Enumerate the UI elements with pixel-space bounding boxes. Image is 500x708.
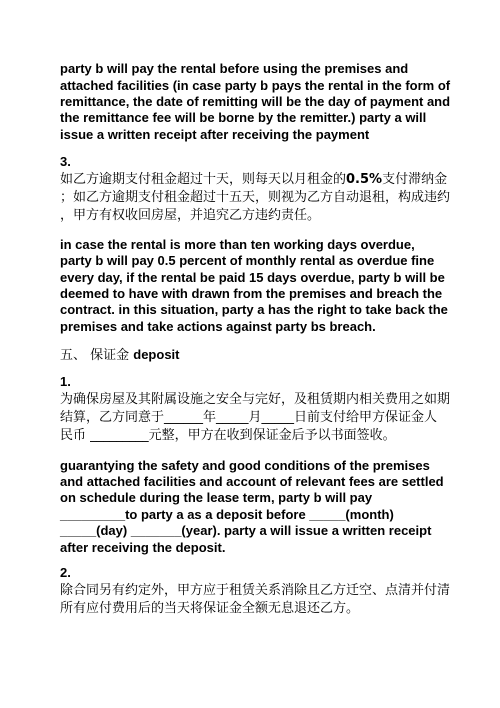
- text-span: 如乙方逾期支付租金超过十天，则每天以月租金的: [60, 172, 347, 187]
- text-line: ；如乙方逾期支付租金超过十五天，则视为乙方自动退租，构成违约: [60, 190, 451, 205]
- text-line: in case the rental is more than ten working days overdue,: [60, 237, 415, 252]
- text-line: issue a written receipt after receiving the payment: [60, 127, 370, 142]
- text-span: 0.5%: [346, 172, 383, 187]
- text-line: premises and take actions against party bs breach.: [60, 319, 376, 334]
- text-line: after receiving the deposit.: [60, 540, 226, 555]
- section-heading-en: deposit: [133, 347, 180, 362]
- text-line: deemed to have with drawn from the premises and breach the: [60, 286, 443, 301]
- text-line: on schedule during the lease term, party b will pay: [60, 490, 373, 505]
- text-line: 为确保房屋及其附属设施之安全与完好，及租赁期内相关费用之如期: [60, 392, 451, 407]
- text-line: _____(day) _______(year). party a will issue a written receipt: [60, 523, 432, 538]
- text-line: guarantying the safety and good conditions of the premises: [60, 458, 430, 473]
- text-line: the remittance fee will be borne by the remitter.) party a will: [60, 110, 427, 125]
- text-line: every day, if the rental be paid 15 days overdue, party b will be: [60, 270, 445, 285]
- section-heading: [60, 347, 180, 364]
- text-line: 结算，乙方同意于______年_____月_____日前支付给甲方保证金人: [60, 410, 438, 425]
- text-line: remittance, the date of remitting will be the day of payment and: [60, 94, 451, 109]
- text-line: party b will pay the rental before using the premises and: [60, 61, 409, 76]
- text-line: 除合同另有约定外，甲方应于租赁关系消除且乙方迁空、点清并付清: [60, 583, 451, 598]
- text-line: 所有应付费用后的当天将保证金全额无息退还乙方。: [60, 601, 360, 616]
- text-line: and attached facilities and account of relevant fees are settled: [60, 474, 444, 489]
- text-line: _________to party a as a deposit before _____(month): [60, 507, 394, 522]
- text-line: party b will pay 0.5 percent of monthly rental as overdue fine: [60, 253, 435, 268]
- text-line: contract. in this situation, party a has the right to take back the: [60, 302, 448, 317]
- text-line: ，甲方有权收回房屋，并追究乙方违约责任。: [60, 208, 321, 223]
- text-line: [60, 172, 447, 188]
- item-number: 1.: [60, 374, 71, 389]
- text-line: attached facilities (in case party b pays the rental in the form of: [60, 78, 451, 93]
- text-line: 民币 _________元整，甲方在收到保证金后予以书面签收。: [60, 428, 396, 443]
- section-heading-zh: 五、 保证金: [60, 348, 134, 363]
- item-number: 3.: [60, 154, 71, 169]
- text-span: 支付滞纳金: [382, 172, 448, 187]
- item-number: 2.: [60, 565, 71, 580]
